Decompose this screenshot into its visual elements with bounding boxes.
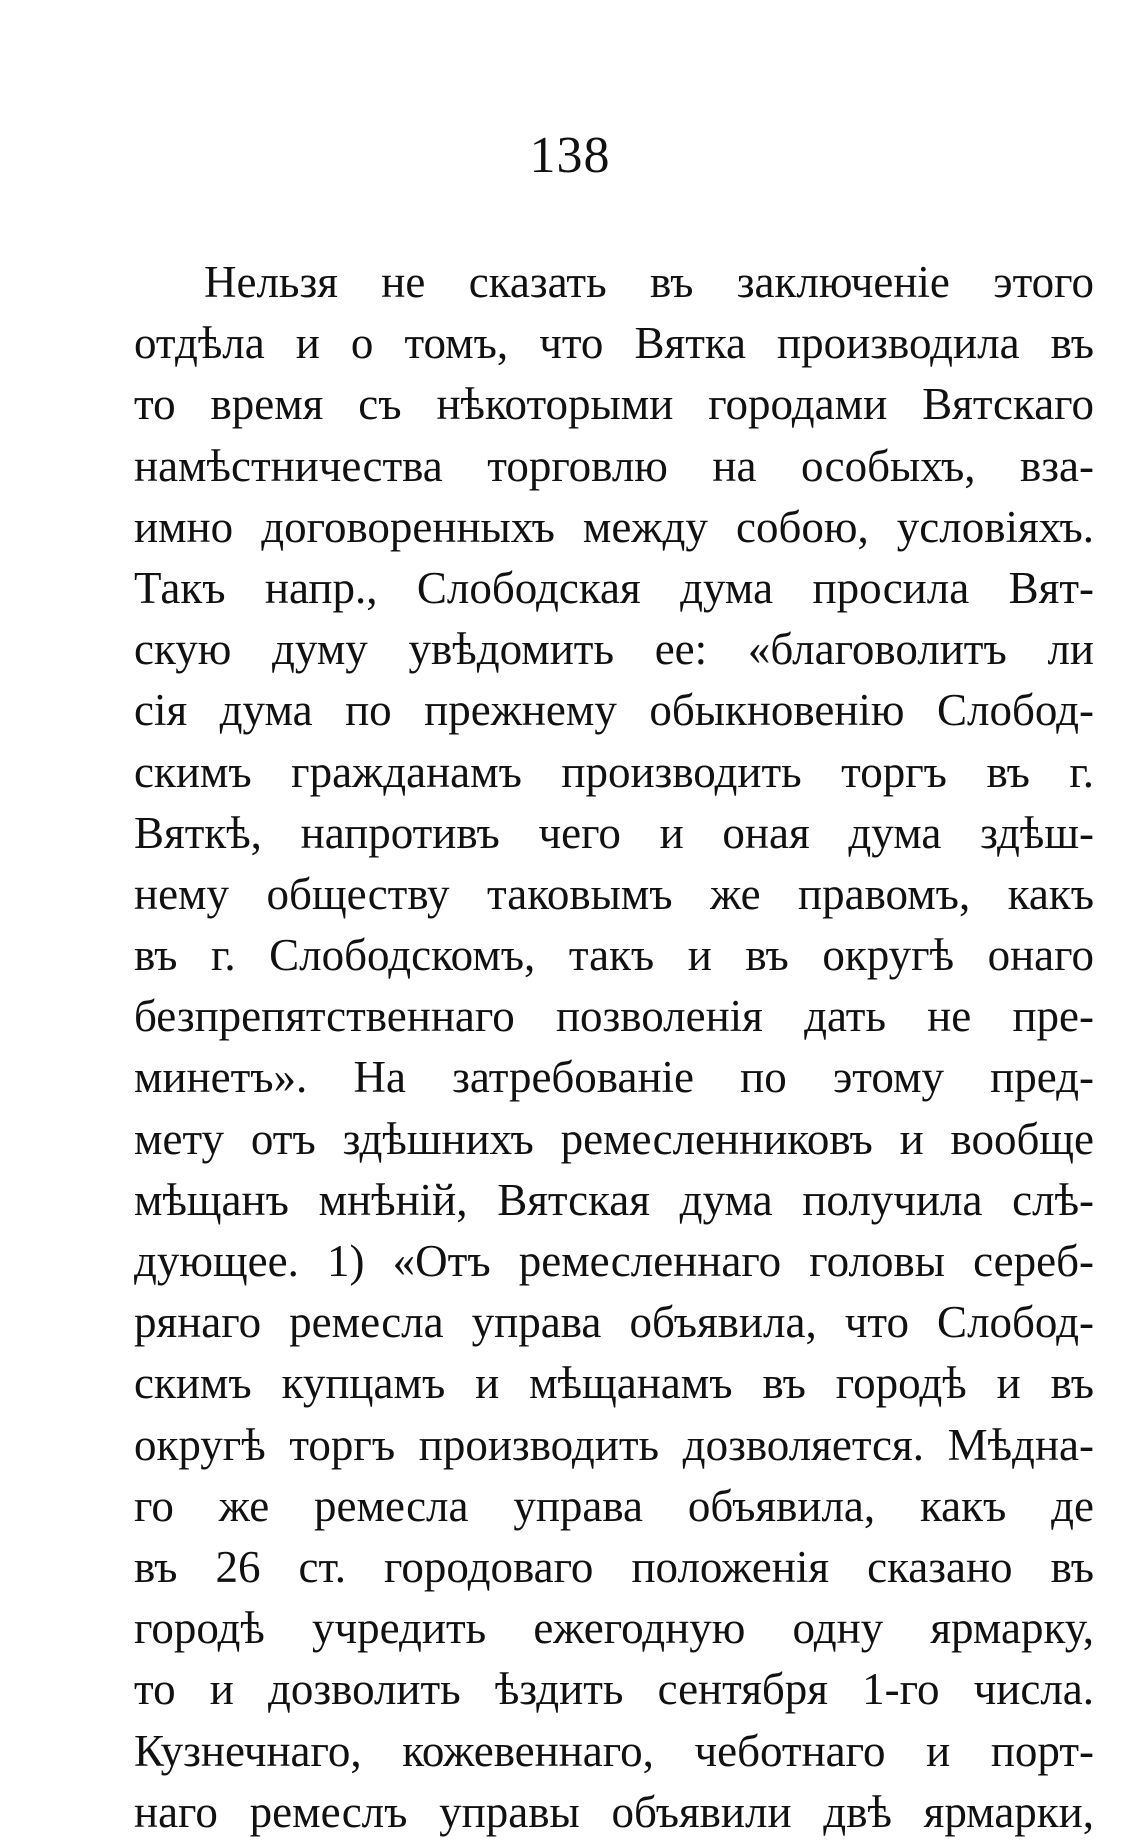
text-line: городѣ учредить ежегодную одну ярмарку, (134, 1603, 1094, 1654)
text-line: Вяткѣ, напротивъ чего и оная дума здѣш- (134, 807, 1094, 858)
text-line: Такъ напр., Слободская дума просила Вят- (134, 562, 1094, 613)
text-line: го же ремесла управа объявила, какъ де (134, 1480, 1094, 1531)
page-number: 138 (529, 127, 611, 184)
text-line: намѣстничества торговлю на особыхъ, вза- (134, 440, 1094, 491)
text-line: въ 26 ст. городоваго положенія сказано въ (134, 1541, 1094, 1592)
body-text (134, 252, 1094, 1843)
text-line: въ г. Слободскомъ, такъ и въ округѣ онаго (134, 930, 1094, 981)
text-line: округѣ торгъ производить дозволяется. Мѣдна- (134, 1419, 1094, 1470)
text-line: скимъ купцамъ и мѣщанамъ въ городѣ и въ (134, 1358, 1094, 1409)
text-line: Нельзя не сказать въ заключеніе этого (204, 257, 1094, 307)
text-line: отдѣла и о томъ, что Вятка производила въ (134, 318, 1094, 369)
text-line: наго ремеслъ управы объявили двѣ ярмарки, (134, 1786, 1094, 1837)
text-line: рянаго ремесла управа объявила, что Слобод- (134, 1297, 1094, 1348)
text-line: Кузнечнаго, кожевеннаго, чеботнаго и порт- (134, 1725, 1094, 1776)
text-line: дующее. 1) «Отъ ремесленнаго головы сереб- (134, 1236, 1094, 1286)
text-line: мету отъ здѣшнихъ ремесленниковъ и вообще (134, 1113, 1094, 1164)
text-line: скую думу увѣдомить ее: «благоволитъ ли (134, 624, 1094, 675)
text-line: мѣщанъ мнѣній, Вятская дума получила слѣ- (134, 1174, 1094, 1225)
text-line: минетъ». На затребованіе по этому пред- (134, 1052, 1094, 1103)
text-line: сія дума по прежнему обыкновенію Слобод- (134, 685, 1094, 736)
text-line: имно договоренныхъ между собою, условіяхъ. (134, 501, 1094, 552)
text-line: то и дозволить ѣздить сентября 1-го числа. (134, 1664, 1094, 1715)
text-line: скимъ гражданамъ производить торгъ въ г. (134, 746, 1094, 797)
text-line: то время съ нѣкоторыми городами Вятскаго (134, 379, 1094, 430)
text-line: безпрепятственнаго позволенія дать не пре- (134, 991, 1094, 1042)
text-line: нему обществу таковымъ же правомъ, какъ (134, 868, 1094, 919)
